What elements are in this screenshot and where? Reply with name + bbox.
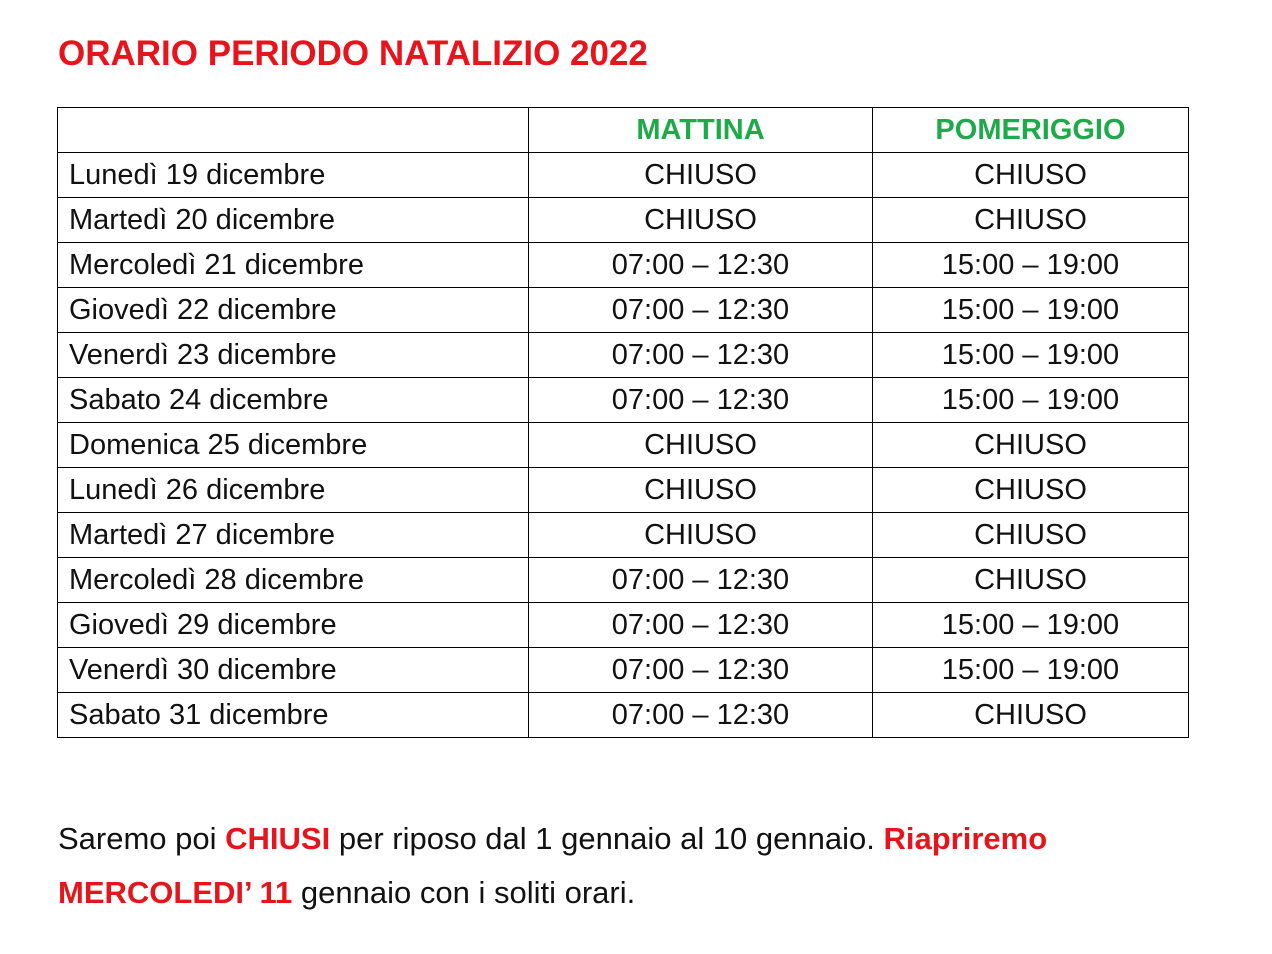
table-row	[58, 333, 1189, 378]
day-cell: Venerdì 30 dicembre	[58, 648, 529, 693]
notice-text-2: per riposo dal 1 gennaio al 10 gennaio.	[330, 821, 884, 856]
afternoon-hours-cell: CHIUSO	[873, 513, 1189, 558]
afternoon-hours-cell: CHIUSO	[873, 153, 1189, 198]
afternoon-hours-cell: CHIUSO	[873, 693, 1189, 738]
table-row	[58, 198, 1189, 243]
day-cell: Martedì 20 dicembre	[58, 198, 529, 243]
day-cell: Mercoledì 28 dicembre	[58, 558, 529, 603]
schedule-table	[57, 107, 1189, 738]
notice-closed-highlight: CHIUSI	[225, 821, 331, 856]
table-row	[58, 513, 1189, 558]
afternoon-hours-cell: 15:00 – 19:00	[873, 603, 1189, 648]
table-row	[58, 648, 1189, 693]
morning-hours-cell: 07:00 – 12:30	[529, 288, 873, 333]
table-row	[58, 603, 1189, 648]
morning-hours-cell: 07:00 – 12:30	[529, 603, 873, 648]
day-cell: Sabato 31 dicembre	[58, 693, 529, 738]
morning-hours-cell: CHIUSO	[529, 153, 873, 198]
day-cell: Giovedì 22 dicembre	[58, 288, 529, 333]
morning-hours-cell: 07:00 – 12:30	[529, 558, 873, 603]
afternoon-hours-cell: CHIUSO	[873, 423, 1189, 468]
day-cell: Domenica 25 dicembre	[58, 423, 529, 468]
table-row	[58, 243, 1189, 288]
afternoon-hours-cell: CHIUSO	[873, 558, 1189, 603]
day-cell: Lunedì 19 dicembre	[58, 153, 529, 198]
table-row	[58, 558, 1189, 603]
day-cell: Sabato 24 dicembre	[58, 378, 529, 423]
afternoon-hours-cell: 15:00 – 19:00	[873, 288, 1189, 333]
table-row	[58, 153, 1189, 198]
morning-hours-cell: CHIUSO	[529, 468, 873, 513]
afternoon-hours-cell: 15:00 – 19:00	[873, 378, 1189, 423]
morning-hours-cell: CHIUSO	[529, 423, 873, 468]
morning-hours-cell: 07:00 – 12:30	[529, 648, 873, 693]
afternoon-hours-cell: CHIUSO	[873, 468, 1189, 513]
table-header-row	[58, 108, 1189, 153]
afternoon-hours-cell: CHIUSO	[873, 198, 1189, 243]
morning-hours-cell: CHIUSO	[529, 513, 873, 558]
closing-notice	[58, 812, 1218, 920]
header-day	[58, 108, 529, 153]
afternoon-hours-cell: 15:00 – 19:00	[873, 648, 1189, 693]
table-row	[58, 693, 1189, 738]
table-row	[58, 468, 1189, 513]
afternoon-hours-cell: 15:00 – 19:00	[873, 333, 1189, 378]
morning-hours-cell: 07:00 – 12:30	[529, 378, 873, 423]
day-cell: Mercoledì 21 dicembre	[58, 243, 529, 288]
afternoon-hours-cell: 15:00 – 19:00	[873, 243, 1189, 288]
header-afternoon: POMERIGGIO	[873, 108, 1189, 153]
header-morning: MATTINA	[529, 108, 873, 153]
day-cell: Venerdì 23 dicembre	[58, 333, 529, 378]
morning-hours-cell: 07:00 – 12:30	[529, 693, 873, 738]
morning-hours-cell: 07:00 – 12:30	[529, 333, 873, 378]
table-row	[58, 288, 1189, 333]
day-cell: Martedì 27 dicembre	[58, 513, 529, 558]
notice-text-1: Saremo poi	[58, 821, 226, 856]
morning-hours-cell: 07:00 – 12:30	[529, 243, 873, 288]
notice-text-3: gennaio con i soliti orari.	[292, 875, 636, 910]
day-cell: Lunedì 26 dicembre	[58, 468, 529, 513]
notice-reopen-highlight: Riapriremo MERCOLEDI’ 11	[58, 821, 1048, 910]
table-row	[58, 423, 1189, 468]
morning-hours-cell: CHIUSO	[529, 198, 873, 243]
day-cell: Giovedì 29 dicembre	[58, 603, 529, 648]
table-row	[58, 378, 1189, 423]
page-title: ORARIO PERIODO NATALIZIO 2022	[58, 34, 648, 73]
